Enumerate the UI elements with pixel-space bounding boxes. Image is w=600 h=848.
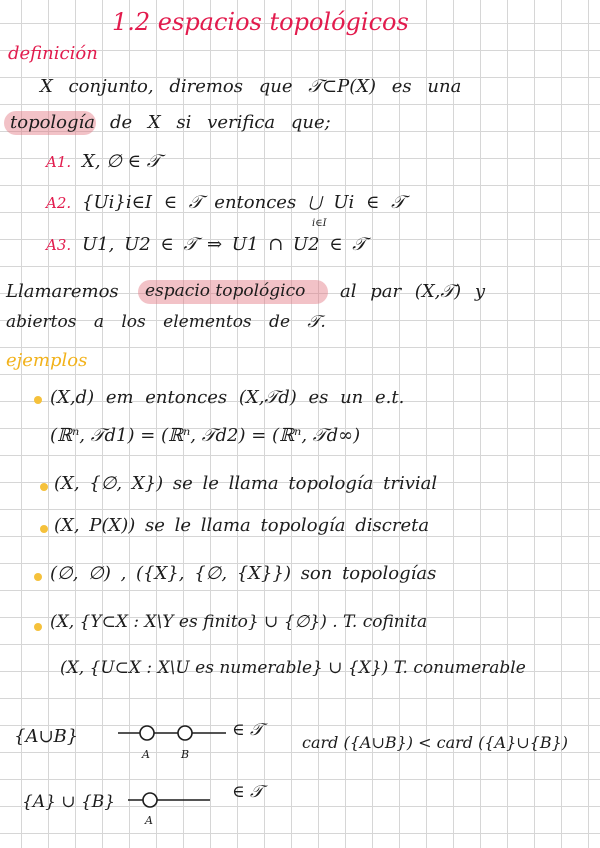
axiom-3-label: A3.: [46, 236, 72, 254]
figure-row-1-right: ∈ 𝒯: [232, 720, 264, 740]
space-line-start: Llamaremos: [6, 281, 119, 302]
example-2-text: (ℝⁿ, 𝒯d1) = (ℝⁿ, 𝒯d2) = (ℝⁿ, 𝒯d∞): [50, 425, 361, 446]
figure-label-a-1: A: [142, 748, 150, 761]
figure-label-b-1: B: [181, 748, 190, 761]
axiom-1-label: A1.: [46, 153, 72, 171]
axiom-2-label: A2.: [46, 194, 72, 212]
definition-line-1: X conjunto, diremos que 𝒯⊂P(X) es una: [40, 76, 462, 97]
figure-cardinality-note: card ({A∪B}) < card ({A}∪{B}): [302, 733, 569, 752]
open-sets-line: abiertos a los elementos de 𝒯.: [6, 312, 326, 332]
axiom-2-text: {Ui}i∈I ∈ 𝒯 entonces ⋃ Ui ∈ 𝒯: [82, 192, 405, 213]
figure-row-2-left: {A} ∪ {B}: [22, 792, 116, 812]
example-1-text: (X,d) em entonces (X,𝒯d) es un e.t.: [50, 387, 405, 408]
examples-heading: ejemplos: [6, 350, 88, 371]
example-4-text: (X, P(X)) se le llama topología discreta: [54, 515, 430, 536]
figure-row-2-right: ∈ 𝒯: [232, 782, 264, 802]
figure-row-1-left: {A∪B}: [14, 726, 79, 747]
example-5-text: (∅, ∅) , ({X}, {∅, {X}}) son topologías: [50, 563, 437, 584]
example-3-text: (X, {∅, X}) se le llama topología trivial: [54, 473, 438, 494]
page-title: 1.2 espacios topológicos: [112, 8, 409, 36]
topology-word: topología: [10, 112, 96, 133]
example-7-text: (X, {U⊂X : X\U es numerable} ∪ {X}) T. conumerable: [60, 658, 526, 678]
axiom-1-text: X, ∅ ∈ 𝒯: [82, 151, 161, 172]
space-line-end: al par (X,𝒯) y: [340, 281, 486, 302]
definition-heading: definición: [8, 43, 98, 64]
axiom-3-text: U1, U2 ∈ 𝒯 ⇒ U1 ∩ U2 ∈ 𝒯: [82, 234, 367, 255]
axiom-2-union-index: i∈I: [312, 218, 327, 229]
figure-label-a-2: A: [145, 814, 153, 827]
space-term: espacio topológico: [145, 281, 306, 301]
definition-line-2: de X si verifica que;: [110, 112, 331, 133]
example-6-text: (X, {Y⊂X : X\Y es finito} ∪ {∅}) . T. cofinita: [50, 612, 428, 632]
